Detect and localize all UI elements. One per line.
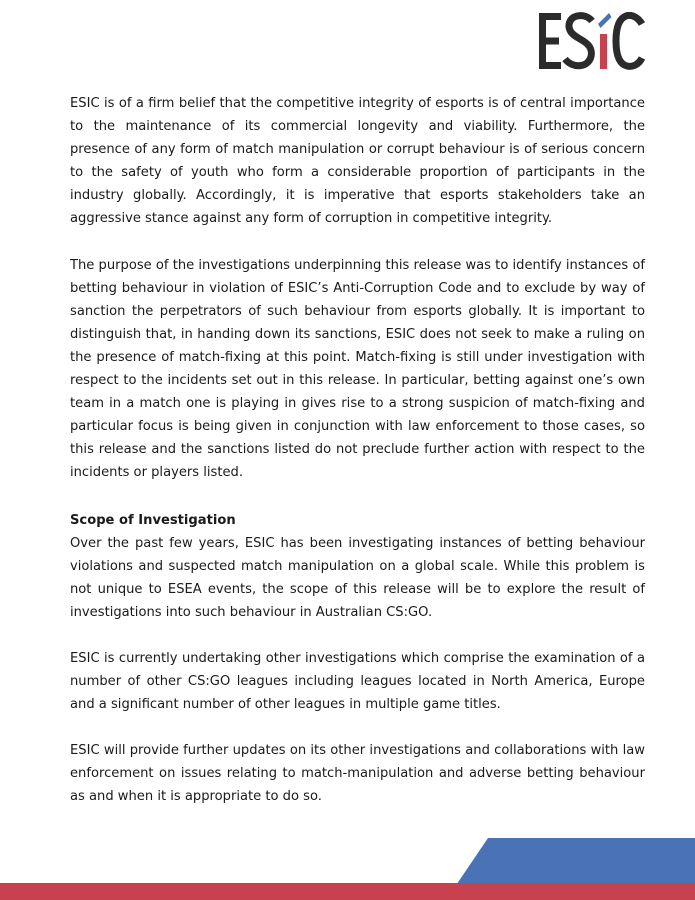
logo-letter-e <box>539 13 561 69</box>
paragraph-further-updates: ESIC will provide further updates on its other investigations and collaborations with law enforcement on issues relating to match-manipulation and adverse betting behaviour as and when it is appropriate to do so. <box>70 743 645 805</box>
esic-logo <box>538 12 646 70</box>
paragraph-scope: Over the past few years, ESIC has been investigating instances of betting behaviour violations and suspected match manipulation on a global scale. While this problem is not unique to ESEA events, the scope of this release will be to explore the result of investigations into such behaviour in Australian CS:GO. <box>70 535 645 620</box>
paragraph-other-investigations: ESIC is currently undertaking other investigations which comprise the examination of a number of other CS:GO leagues including leagues located in North America, Europe and a significant number of other leagues in multiple game titles. <box>70 650 645 713</box>
logo-letter-c <box>616 15 642 66</box>
logo-letter-s <box>565 16 592 66</box>
paragraph-integrity: ESIC is of a firm belief that the competitive integrity of esports is of central importance to the maintenance of its commercial longevity and viability. Furthermore, the presence of any form of match manipulation or corrupt behaviour is of serious concern to the safety of youth who form a considerable proportion of participants in the industry globally. Accordingly, it is imperative that esports stakeholders take an aggressive stance against any form of corruption in competitive integrity. <box>70 96 645 227</box>
section-heading-scope: Scope of Investigation <box>70 512 236 528</box>
footer-red-band <box>0 883 695 900</box>
logo-letter-i <box>598 13 612 69</box>
footer-bands <box>0 838 695 900</box>
paragraph-purpose: The purpose of the investigations underpinning this release was to identify instances of betting behaviour in violation of ESIC’s Anti-Corruption Code and to exclude by way of sanction the perpetrators of such behaviour from esports globally. It is important to distinguish that, in handing down its sanctions, ESIC does not seek to make a ruling on the presence of match-fixing at this point. Match-fixing is still under investigation with respect to the incidents set out in this release. In particular, betting against one’s own team in a match one is playing in gives rise to a strong suspicion of match-fixing and particular focus is being given in conjunction with law enforcement to those cases, so this release and the sanctions listed do not preclude further action with respect to the incidents or players listed. <box>70 257 645 481</box>
document-body <box>70 92 645 808</box>
